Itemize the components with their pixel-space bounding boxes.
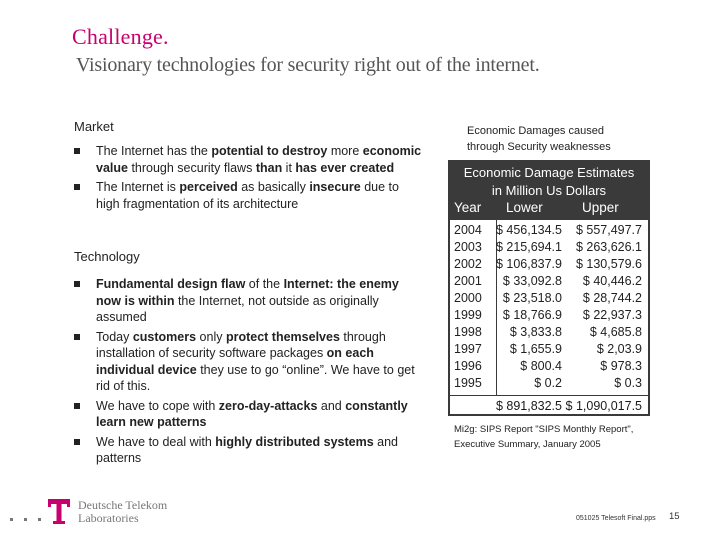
bullet-text-run: The Internet is (96, 180, 180, 194)
col-upper: Upper (582, 200, 619, 215)
damage-caption-line1: Economic Damages caused (467, 125, 604, 137)
cell-upper: $ 263,626.1 (575, 240, 642, 254)
table-row (450, 240, 648, 257)
cell-upper: $ 978.3 (600, 359, 642, 373)
bullet-text-run: economic value (96, 144, 422, 175)
cell-lower: $ 800.4 (520, 359, 562, 373)
technology-bullet (74, 398, 422, 431)
damage-table (448, 160, 650, 416)
slide-title: Challenge. (72, 24, 169, 49)
brand-name (78, 499, 167, 525)
table-row (450, 257, 648, 274)
market-bullets (74, 143, 422, 215)
table-row (450, 274, 648, 291)
col-lower: Lower (506, 200, 543, 215)
damage-caption (455, 123, 655, 155)
source-line2: Executive Summary, January 2005 (454, 439, 601, 450)
bullet-text-run: and patterns (96, 434, 398, 465)
damage-caption-line2: through Security weaknesses (467, 141, 611, 153)
table-title-line2: in Million Us Dollars (491, 183, 607, 198)
bullet-square-icon (74, 184, 80, 190)
cell-year: 1995 (454, 376, 482, 390)
cell-year: 2004 (454, 223, 482, 237)
cell-year: 1997 (454, 342, 482, 356)
bullet-square-icon (74, 334, 80, 340)
cell-upper: $ 2,03.9 (596, 342, 642, 356)
damage-table-header (448, 160, 650, 220)
bullet-text-run: has ever created (295, 160, 395, 175)
technology-bullet (74, 276, 422, 326)
cell-year: 2001 (454, 274, 482, 288)
bullet-text-run: due to high fragmentation of its architecture (96, 180, 399, 211)
cell-year: 2003 (454, 240, 482, 254)
cell-year: 1998 (454, 325, 482, 339)
cell-lower: $ 106,837.9 (495, 257, 562, 271)
slide-subtitle: Visionary technologies for security right out of the internet. (76, 54, 540, 76)
bullet-text-run: insecure (309, 180, 361, 194)
bullet-square-icon (74, 281, 80, 287)
table-row (450, 376, 648, 393)
bullet-text-run: highly distributed systems (215, 434, 374, 449)
brand-line2: Laboratories (78, 511, 139, 525)
cell-lower: $ 23,518.0 (502, 291, 562, 305)
col-year: Year (454, 200, 482, 215)
technology-heading: Technology (74, 249, 140, 264)
footer-dots (10, 508, 52, 526)
bullet-text-run: We have to cope with (96, 398, 219, 413)
bullet-text-run: customers (132, 329, 197, 344)
market-bullet (74, 143, 422, 176)
bullet-text-run: protect themselves (225, 329, 340, 344)
bullet-square-icon (74, 439, 80, 445)
cell-year: 2000 (454, 291, 482, 305)
bullet-text-run: Internet: the enemy now is within (96, 277, 399, 308)
table-row (450, 342, 648, 359)
bullet-text-run: perceived (179, 180, 238, 194)
bullet-text-run: more (327, 144, 363, 158)
source-note (454, 422, 684, 452)
bullet-text-run: Fundamental design flaw (96, 277, 246, 291)
source-line1: Mi2g: SIPS Report "SIPS Monthly Report", (454, 424, 634, 435)
market-bullet (74, 179, 422, 212)
column-headers (448, 200, 650, 218)
bullet-text-run: only (196, 329, 226, 344)
technology-bullet (74, 434, 422, 467)
bullet-text-run: constantly learn new patterns (96, 398, 408, 429)
bullet-text-run: through security flaws (127, 160, 256, 175)
bullet-text-run: than (255, 160, 283, 175)
table-total-row (450, 395, 648, 414)
bullet-text-run: as basically (237, 180, 310, 194)
cell-lower: $ 0.2 (534, 376, 562, 390)
cell-upper: $ 557,497.7 (575, 223, 642, 237)
total-lower: $ 891,832.5 (495, 399, 562, 413)
bullet-text-run: Today (96, 329, 133, 344)
brand-line1: Deutsche Telekom (78, 498, 168, 512)
bullet-text-run: The Internet has the (96, 144, 212, 158)
bullet-text-run: they use to go “online”. We have to get rid of this. (96, 362, 415, 393)
technology-bullets (74, 276, 422, 470)
bullet-text-run: We have to deal with (96, 434, 216, 449)
table-row (450, 308, 648, 325)
bullet-text-run: the Internet, not outside as originally assumed (96, 293, 379, 324)
cell-upper: $ 22,937.3 (582, 308, 642, 322)
cell-year: 2002 (454, 257, 482, 271)
bullet-text-run: of the (245, 277, 284, 291)
footer-filename: 051025 Telesoft Final.pps (576, 515, 656, 522)
cell-lower: $ 3,833.8 (509, 325, 562, 339)
bullet-text-run: zero-day-attacks (218, 398, 318, 413)
cell-upper: $ 40,446.2 (582, 274, 642, 288)
cell-year: 1999 (454, 308, 482, 322)
table-row (450, 291, 648, 308)
bullet-square-icon (74, 403, 80, 409)
cell-upper: $ 130,579.6 (575, 257, 642, 271)
page-number: 15 (669, 511, 680, 522)
cell-lower: $ 1,655.9 (509, 342, 562, 356)
table-row (450, 359, 648, 376)
table-row (450, 223, 648, 240)
bullet-text-run: it (282, 160, 296, 175)
cell-lower: $ 18,766.9 (502, 308, 562, 322)
cell-upper: $ 28,744.2 (582, 291, 642, 305)
bullet-text-run: on each individual device (96, 346, 374, 377)
cell-upper: $ 4,685.8 (589, 325, 642, 339)
bullet-square-icon (74, 148, 80, 154)
market-heading: Market (74, 119, 114, 134)
bullet-text-run: and (317, 398, 346, 413)
cell-lower: $ 456,134.5 (495, 223, 562, 237)
telekom-t-logo-icon (48, 497, 70, 525)
bullet-text-run: through installation of security software packages (96, 329, 386, 360)
table-row (450, 325, 648, 342)
cell-lower: $ 215,694.1 (495, 240, 562, 254)
damage-table-body (450, 220, 648, 414)
table-title-line1: Economic Damage Estimates (463, 165, 635, 180)
bullet-text-run: potential to destroy (211, 144, 328, 158)
cell-upper: $ 0.3 (614, 376, 642, 390)
technology-bullet (74, 329, 422, 395)
cell-year: 1996 (454, 359, 482, 373)
total-upper: $ 1,090,017.5 (565, 399, 642, 413)
cell-lower: $ 33,092.8 (502, 274, 562, 288)
